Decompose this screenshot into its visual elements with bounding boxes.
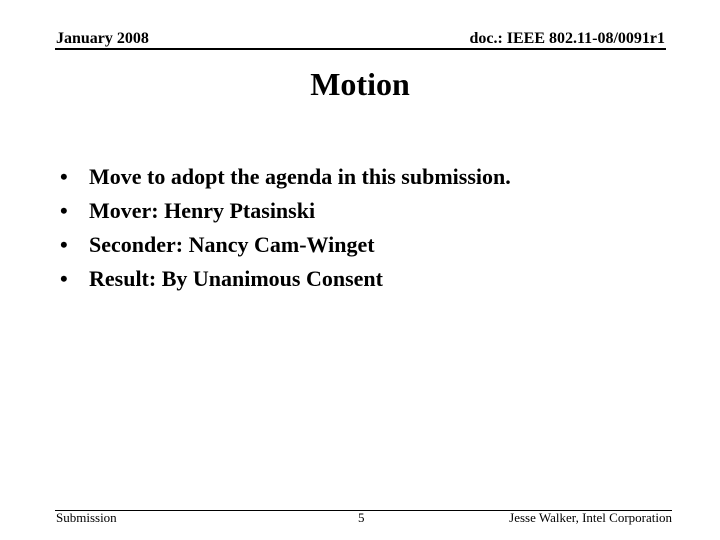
bullet-dot-icon: •	[60, 232, 68, 257]
bullet-text: Seconder: Nancy Cam-Winget	[89, 232, 375, 257]
footer-page-number: 5	[358, 510, 365, 525]
header-date: January 2008	[56, 30, 149, 47]
bullet-dot-icon: •	[60, 164, 68, 189]
bullet-text: Move to adopt the agenda in this submission.	[89, 164, 511, 189]
bullet-text: Mover: Henry Ptasinski	[89, 198, 316, 223]
slide-title: Motion	[310, 66, 410, 102]
bullet-dot-icon: •	[60, 198, 68, 223]
bullet-text: Result: By Unanimous Consent	[89, 266, 383, 291]
footer-author: Jesse Walker, Intel Corporation	[509, 510, 672, 525]
bullet-dot-icon: •	[60, 266, 68, 291]
header-divider	[55, 48, 666, 50]
footer-submission: Submission	[56, 510, 117, 525]
header-doc-id: doc.: IEEE 802.11-08/0091r1	[469, 30, 665, 47]
